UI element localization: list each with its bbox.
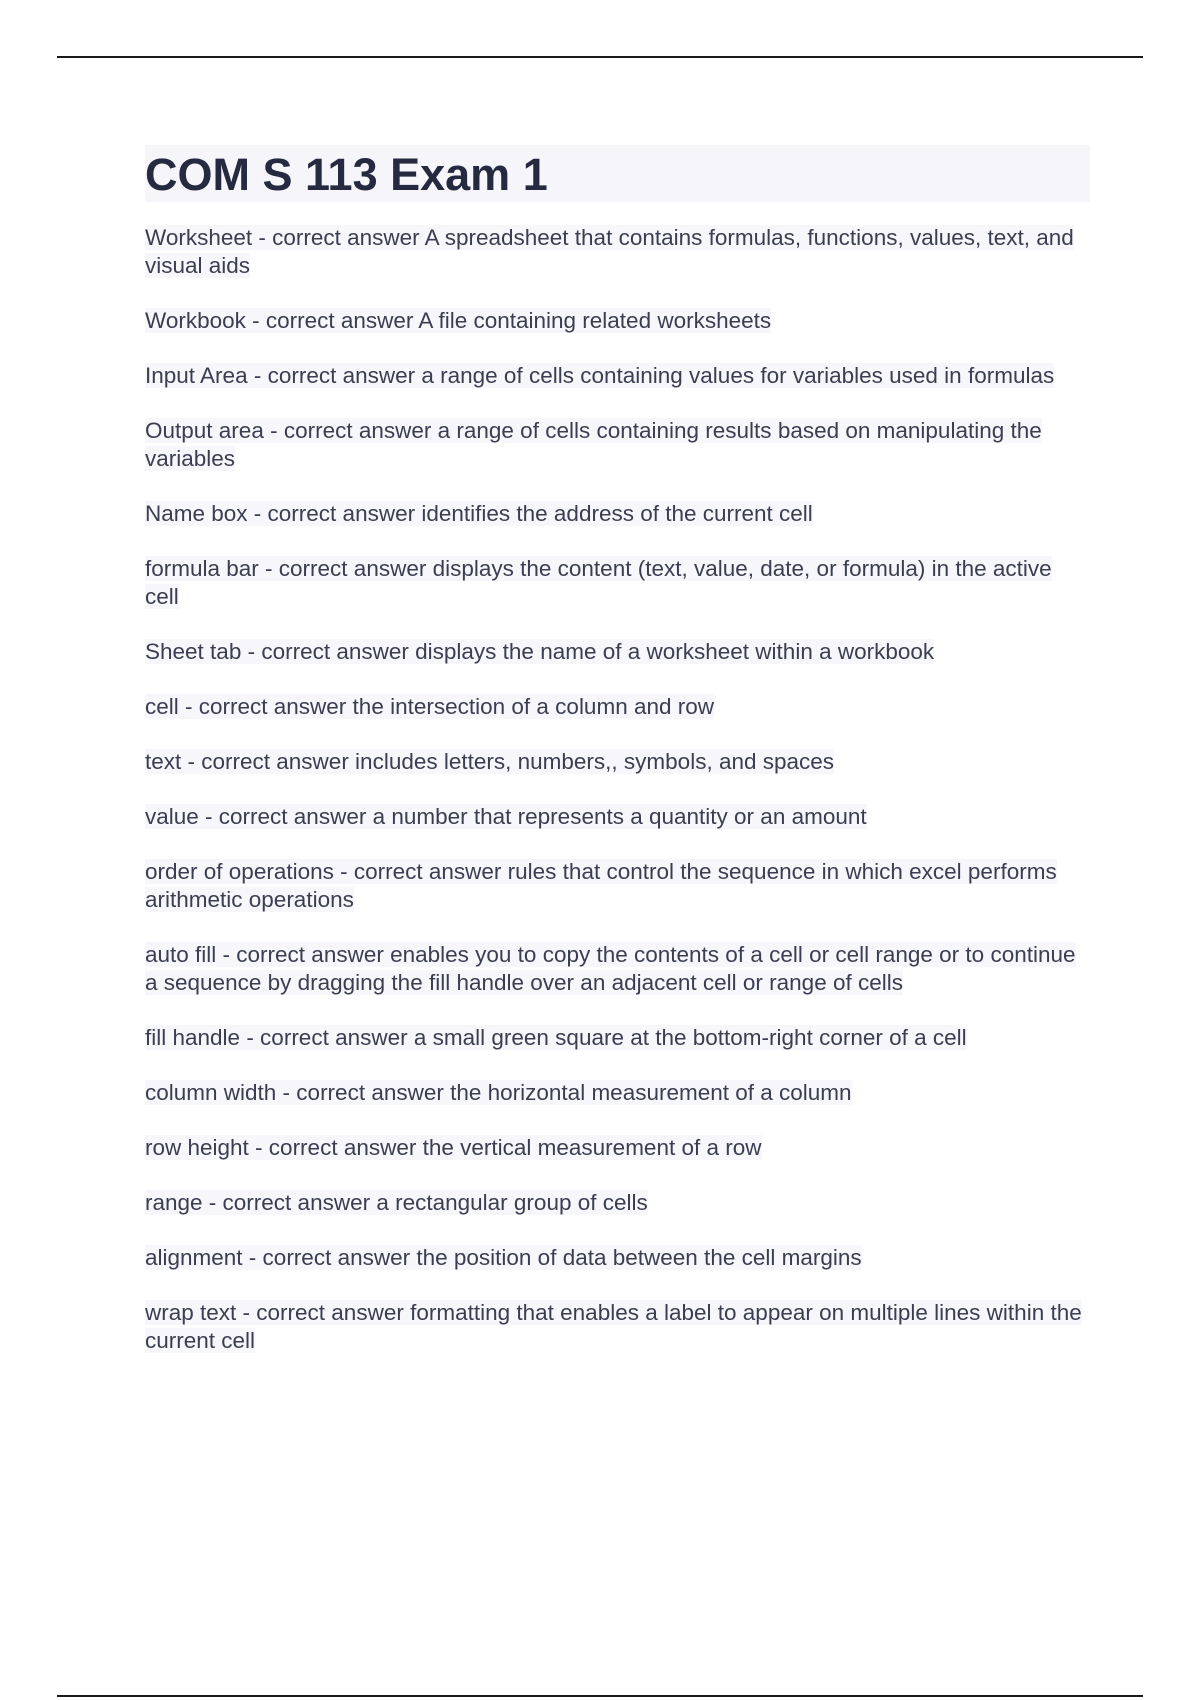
entry-text: range - correct answer a rectangular group of cells bbox=[145, 1190, 648, 1215]
list-item bbox=[145, 307, 1090, 335]
document-body bbox=[145, 145, 1090, 1382]
list-item bbox=[145, 500, 1090, 528]
page-title: COM S 113 Exam 1 bbox=[145, 145, 1090, 202]
entry-text: row height - correct answer the vertical measurement of a row bbox=[145, 1135, 762, 1160]
entry-text: Workbook - correct answer A file containing related worksheets bbox=[145, 308, 772, 333]
entry-text: Name box - correct answer identifies the address of the current cell bbox=[145, 501, 813, 526]
entry-text: column width - correct answer the horizontal measurement of a column bbox=[145, 1080, 852, 1105]
entry-text: order of operations - correct answer rules that control the sequence in which excel performs arithmetic operations bbox=[145, 859, 1057, 912]
list-item bbox=[145, 858, 1090, 914]
list-item bbox=[145, 803, 1090, 831]
list-item bbox=[145, 693, 1090, 721]
entry-text: Input Area - correct answer a range of cells containing values for variables used in formulas bbox=[145, 363, 1055, 388]
entry-text: Worksheet - correct answer A spreadsheet that contains formulas, functions, values, text, and visual aids bbox=[145, 225, 1074, 278]
entry-text: Sheet tab - correct answer displays the name of a worksheet within a workbook bbox=[145, 639, 935, 664]
list-item bbox=[145, 555, 1090, 611]
list-item bbox=[145, 748, 1090, 776]
top-rule bbox=[57, 56, 1143, 58]
entry-text: value - correct answer a number that represents a quantity or an amount bbox=[145, 804, 867, 829]
entry-text: text - correct answer includes letters, numbers,, symbols, and spaces bbox=[145, 749, 835, 774]
entry-text: fill handle - correct answer a small green square at the bottom-right corner of a cell bbox=[145, 1025, 967, 1050]
bottom-rule bbox=[57, 1695, 1143, 1697]
list-item bbox=[145, 1244, 1090, 1272]
list-item bbox=[145, 224, 1090, 280]
definition-list bbox=[145, 224, 1090, 1355]
list-item bbox=[145, 362, 1090, 390]
entry-text: alignment - correct answer the position of data between the cell margins bbox=[145, 1245, 862, 1270]
entry-text: auto fill - correct answer enables you to copy the contents of a cell or cell range or to continue a sequence by dragging the fill handle over an adjacent cell or range of cells bbox=[145, 942, 1076, 995]
list-item bbox=[145, 417, 1090, 473]
list-item bbox=[145, 941, 1090, 997]
list-item bbox=[145, 1134, 1090, 1162]
entry-text: wrap text - correct answer formatting that enables a label to appear on multiple lines within the current cell bbox=[145, 1300, 1082, 1353]
list-item bbox=[145, 1189, 1090, 1217]
entry-text: formula bar - correct answer displays the content (text, value, date, or formula) in the active cell bbox=[145, 556, 1052, 609]
list-item bbox=[145, 638, 1090, 666]
entry-text: Output area - correct answer a range of cells containing results based on manipulating the variables bbox=[145, 418, 1042, 471]
list-item bbox=[145, 1024, 1090, 1052]
entry-text: cell - correct answer the intersection of a column and row bbox=[145, 694, 715, 719]
list-item bbox=[145, 1079, 1090, 1107]
list-item bbox=[145, 1299, 1090, 1355]
